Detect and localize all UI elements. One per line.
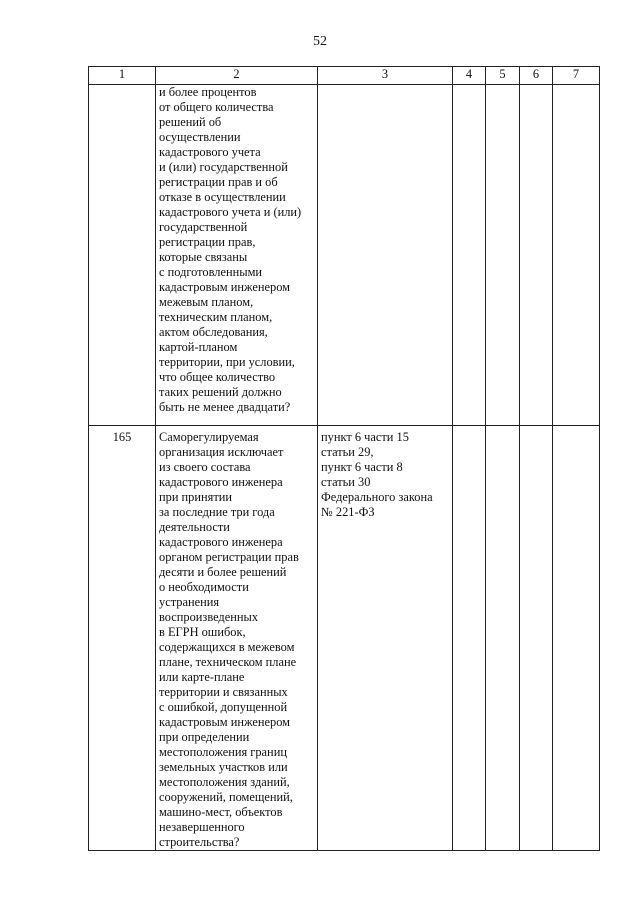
- checklist-table: [88, 66, 600, 851]
- answer-cell-4: [453, 85, 486, 426]
- text-line: машино-мест, объектов: [159, 805, 283, 819]
- text-line: местоположения зданий,: [159, 775, 290, 789]
- text-line: пункт 6 части 15: [321, 430, 409, 444]
- header-col-3: 3: [318, 67, 453, 85]
- text-line: территории и связанных: [159, 685, 288, 699]
- row-number: 165: [89, 426, 156, 851]
- text-line: что общее количество: [159, 370, 276, 384]
- text-line: которые связаны: [159, 250, 248, 264]
- text-line: местоположения границ: [159, 745, 287, 759]
- text-line: в ЕГРН ошибок,: [159, 625, 246, 639]
- text-line: статьи 30: [321, 475, 371, 489]
- text-line: пункт 6 части 8: [321, 460, 403, 474]
- question-cell: [156, 85, 318, 426]
- text-line: актом обследования,: [159, 325, 268, 339]
- row-number: [89, 85, 156, 426]
- text-line: Саморегулируемая: [159, 430, 259, 444]
- text-line: незавершенного: [159, 820, 245, 834]
- text-line: при принятии: [159, 490, 233, 504]
- answer-cell-6: [520, 426, 553, 851]
- table-row: [89, 426, 600, 851]
- text-line: кадастровым инженером: [159, 280, 290, 294]
- reference-cell: [318, 426, 453, 851]
- text-line: техническим планом,: [159, 310, 273, 324]
- answer-cell-5: [486, 85, 520, 426]
- header-col-1: 1: [89, 67, 156, 85]
- text-line: статьи 29,: [321, 445, 374, 459]
- text-line: таких решений должно: [159, 385, 282, 399]
- text-line: за последние три года: [159, 505, 275, 519]
- text-line: о необходимости: [159, 580, 249, 594]
- text-line: № 221-ФЗ: [321, 505, 375, 519]
- text-line: регистрации прав и об: [159, 175, 278, 189]
- header-col-5: 5: [486, 67, 520, 85]
- header-col-7: 7: [553, 67, 600, 85]
- text-line: десяти и более решений: [159, 565, 287, 579]
- text-line: с ошибкой, допущенной: [159, 700, 288, 714]
- text-line: сооружений, помещений,: [159, 790, 293, 804]
- text-line: кадастрового учета и (или): [159, 205, 302, 219]
- text-line: Федерального закона: [321, 490, 433, 504]
- text-line: с подготовленными: [159, 265, 263, 279]
- header-col-2: 2: [156, 67, 318, 85]
- text-line: кадастрового учета: [159, 145, 261, 159]
- text-line: кадастрового инженера: [159, 475, 283, 489]
- text-line: кадастрового инженера: [159, 535, 283, 549]
- text-line: содержащихся в межевом: [159, 640, 295, 654]
- reference-cell: [318, 85, 453, 426]
- text-line: устранения: [159, 595, 220, 609]
- header-row: [89, 67, 600, 85]
- text-line: органом регистрации прав: [159, 550, 299, 564]
- header-col-4: 4: [453, 67, 486, 85]
- text-line: деятельности: [159, 520, 230, 534]
- text-line: межевым планом,: [159, 295, 254, 309]
- text-line: или карте-плане: [159, 670, 245, 684]
- text-line: при определении: [159, 730, 250, 744]
- text-line: решений об: [159, 115, 222, 129]
- answer-cell-7: [553, 426, 600, 851]
- text-line: осуществлении: [159, 130, 241, 144]
- text-line: и (или) государственной: [159, 160, 288, 174]
- text-line: государственной: [159, 220, 248, 234]
- header-col-6: 6: [520, 67, 553, 85]
- text-line: картой-планом: [159, 340, 238, 354]
- text-line: организация исключает: [159, 445, 284, 459]
- text-line: воспроизведенных: [159, 610, 259, 624]
- page-number: 52: [313, 34, 327, 49]
- text-line: быть не менее двадцати?: [159, 400, 291, 414]
- answer-cell-7: [553, 85, 600, 426]
- text-line: кадастровым инженером: [159, 715, 290, 729]
- text-line: строительства?: [159, 835, 240, 849]
- text-line: регистрации прав,: [159, 235, 256, 249]
- answer-cell-4: [453, 426, 486, 851]
- text-line: территории, при условии,: [159, 355, 295, 369]
- text-line: от общего количества: [159, 100, 274, 114]
- text-line: плане, техническом плане: [159, 655, 297, 669]
- text-line: земельных участков или: [159, 760, 288, 774]
- question-cell: [156, 426, 318, 851]
- table-row: [89, 85, 600, 426]
- text-line: из своего состава: [159, 460, 251, 474]
- answer-cell-5: [486, 426, 520, 851]
- text-line: отказе в осуществлении: [159, 190, 286, 204]
- text-line: и более процентов: [159, 85, 257, 99]
- answer-cell-6: [520, 85, 553, 426]
